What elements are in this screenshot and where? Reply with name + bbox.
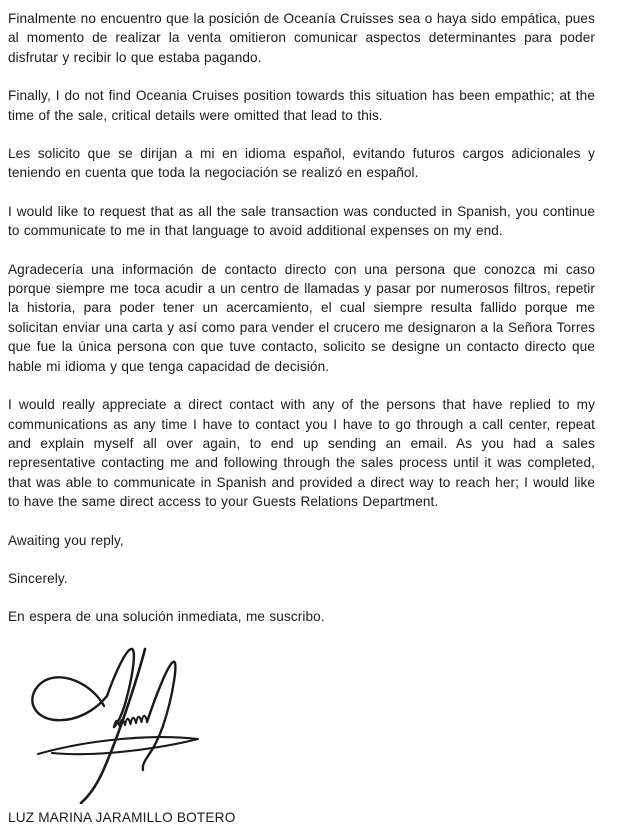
closing-es-suscribo: En espera de una solución inmediata, me suscribo.	[8, 609, 325, 625]
paragraph-en-empathy: Finally, I do not find Oceania Cruises position towards this situation has been empathic; at the time of the sale, critical details were omitted that lead to this.	[8, 88, 595, 123]
paragraph-en-direct-contact: I would really appreciate a direct contact with any of the persons that have replied to my communications as any time I have to contact you I have to go through a call center, repeat and explain myself all over again, to end up sending an email. As you had a sales representative contacting me and following through the sales process until it was completed, that was able to communicate in Spanish and provided a direct way to reach her; I would like to have the same direct access to your Guests Relations Department.	[8, 397, 595, 510]
handwritten-signature-icon	[26, 646, 221, 804]
paragraph-es-empathy: Finalmente no encuentro que la posición de Oceanía Cruisses sea o haya sido empática, pues al momento de realizar la venta omitieron comunicar aspectos determinantes para poder disfrutar y recibir lo que estaba pagando.	[8, 11, 595, 65]
paragraph-en-language-request: I would like to request that as all the sale transaction was conducted in Spanish, you continue to communicate to me in that language to avoid additional expenses on my end.	[8, 203, 595, 239]
closing-sincerely: Sincerely.	[8, 570, 68, 586]
paragraph-es-language-request: Les solicito que se dirijan a mi en idioma español, evitando futuros cargos adicionales y teniendo en cuenta que toda la negociación se realizó en español.	[8, 146, 595, 181]
paragraph-es-direct-contact: Agradecería una información de contacto directo con una persona que conozca mi caso porque siempre me toca acudir a un centro de llamadas y pasar por numerosos filtros, repetir la historia, para poder tener un acercamiento, el cual siempre resulta fallido porque me solicitan enviar una carta y así como para vender el crucero me designaron a la Señora Torres que fue la única persona con que tuve contacto, solicito se designe un contacto directo que hable mi idioma y que tenga capacidad de decisión.	[8, 261, 595, 374]
closing-awaiting-reply: Awaiting you reply,	[8, 532, 124, 548]
complaint-letter	[8, 9, 595, 825]
signatory-name: LUZ MARINA JARAMILLO BOTERO	[8, 809, 236, 825]
signature-area	[26, 646, 595, 804]
